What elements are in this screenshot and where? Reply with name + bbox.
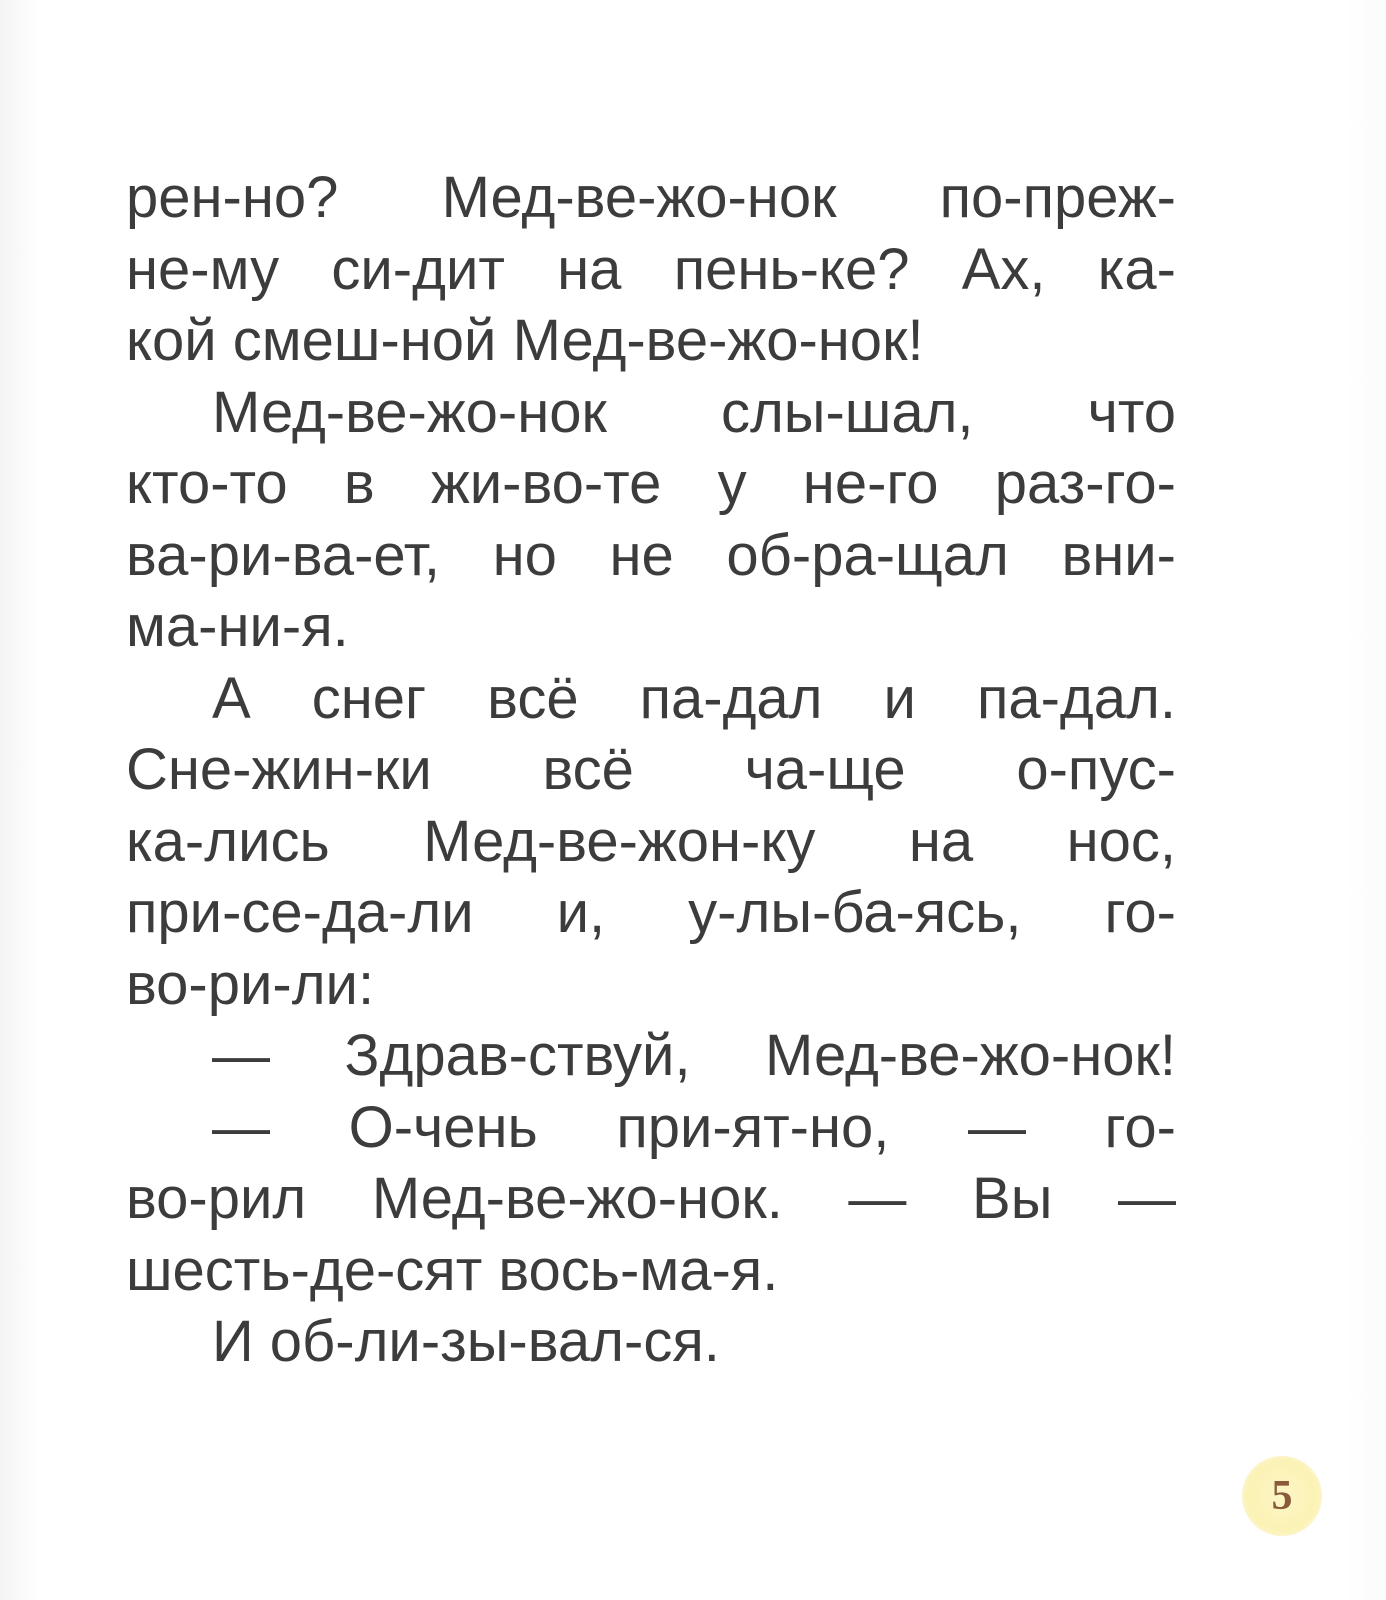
story-text — [126, 162, 1176, 1378]
text-line-10: ка-лись Мед-ве-жон-ку на нос, — [126, 808, 1176, 874]
text-line-7: ма-ни-я. — [126, 594, 349, 659]
page-number: 5 — [1242, 1456, 1322, 1536]
text-line-3: кой смеш-ной Мед-ве-жо-нок! — [126, 308, 924, 373]
text-line-13: — Здрав-ствуй, Мед-ве-жо-нок! — [212, 1023, 1176, 1088]
text-line-15: во-рил Мед-ве-жо-нок. — Вы — — [126, 1166, 1176, 1231]
text-line-16: шесть-де-сят вось-ма-я. — [126, 1237, 779, 1303]
text-line-8: А снег всё па-дал и па-дал. — [212, 665, 1176, 731]
text-line-12: во-ри-ли: — [126, 951, 375, 1017]
text-line-4: Мед-ве-жо-нок слы-шал, что — [212, 379, 1176, 445]
text-line-14: — О-чень при-ят-но, — го- — [212, 1094, 1176, 1160]
text-line-6: ва-ри-ва-ет, но не об-ра-щал вни- — [126, 522, 1176, 588]
text-line-17: И об-ли-зы-вал-ся. — [212, 1309, 720, 1374]
text-line-2: не-му си-дит на пень-ке? Ах, ка- — [126, 236, 1176, 302]
text-line-9: Сне-жин-ки всё ча-ще о-пус- — [126, 737, 1176, 802]
text-line-11: при-се-да-ли и, у-лы-ба-ясь, го- — [126, 880, 1176, 945]
text-line-1: рен-но? Мед-ве-жо-нок по-преж- — [126, 165, 1176, 230]
text-line-5: кто-то в жи-во-те у не-го раз-го- — [126, 451, 1176, 516]
